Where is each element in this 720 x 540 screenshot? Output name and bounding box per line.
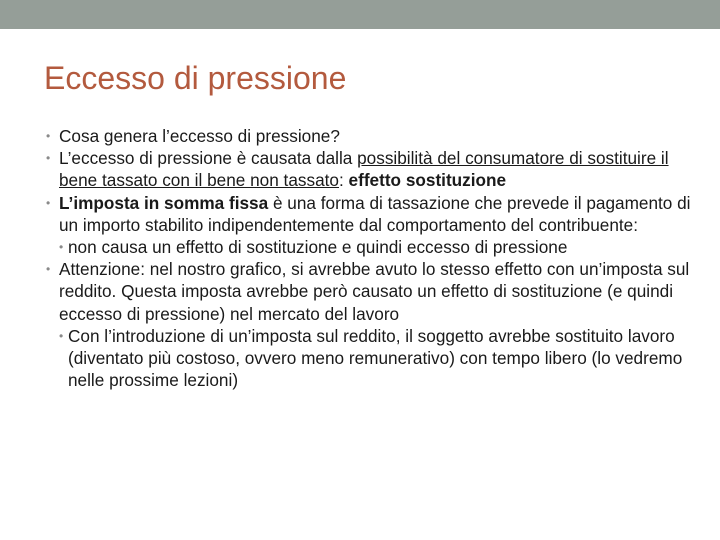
sub-bullet-item xyxy=(59,236,696,258)
bold-text: effetto sostituzione xyxy=(348,170,507,191)
bullet-text: è una forma di tassazione che prevede il pagamento di un importo stabilito indipendentemente dal comportamento del contribuente: xyxy=(59,192,691,235)
bullet-item xyxy=(46,258,696,325)
bullet-text: Cosa genera l’eccesso di pressione? xyxy=(59,126,340,146)
slide-title: Eccesso di pressione xyxy=(44,60,347,96)
bold-text: L’imposta in somma fissa xyxy=(59,192,269,213)
bullet-marker: • xyxy=(59,240,64,255)
bullet-marker: • xyxy=(46,129,51,143)
slide-body xyxy=(46,125,696,391)
bullet-marker: • xyxy=(59,328,64,343)
bullet-item xyxy=(46,192,696,236)
bullet-text: Attenzione: nel nostro grafico, si avrebbe avuto lo stesso effetto con un’imposta sul reddito. Questa imposta avrebbe però causato un effetto di sostituzione (e quindi eccesso di pressione) nel mercato del lavoro xyxy=(59,259,690,324)
bullet-item xyxy=(46,147,696,191)
bullet-marker: • xyxy=(46,195,51,210)
bullet-text: L’eccesso di pressione è causata dalla xyxy=(59,148,358,169)
sub-bullet-text: non causa un effetto di sostituzione e quindi eccesso di pressione xyxy=(68,237,568,258)
bullet-text: : xyxy=(338,170,349,191)
underlined-text: possibilità del consumatore di sostituire il bene tassato con il bene non tassato xyxy=(59,148,669,191)
bullet-item xyxy=(46,125,696,147)
bullet-marker: • xyxy=(46,151,51,166)
bullet-marker: • xyxy=(46,262,51,277)
top-header-band xyxy=(0,0,720,29)
sub-bullet-text: Con l’introduzione di un’imposta sul reddito, il soggetto avrebbe sostituito lavoro (diventato più costoso, ovvero meno remunerativo) con tempo libero (lo vedremo nelle prossime lezioni) xyxy=(68,325,683,391)
sub-bullet-item xyxy=(59,325,696,392)
